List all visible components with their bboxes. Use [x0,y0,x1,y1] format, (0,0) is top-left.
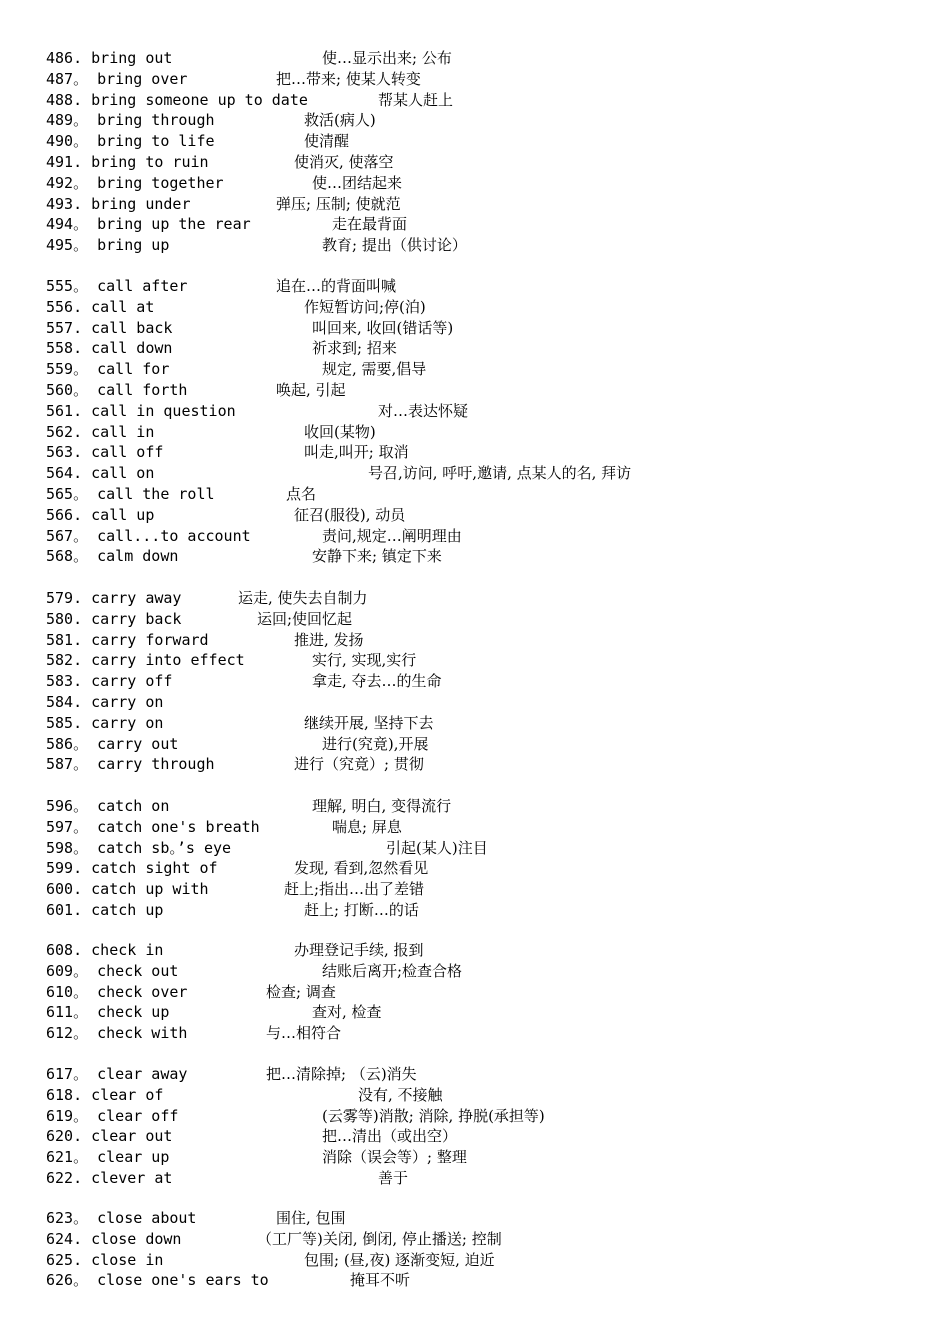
phrase-term: 580. carry back [46,609,182,628]
phrase-meaning: 进行（究竟）; 贯彻 [294,755,424,774]
entry-row [46,858,926,878]
entry-row [46,900,926,920]
phrase-term: 564. call on [46,464,155,483]
entry-row [46,940,926,960]
phrase-meaning: 帮某人赶上 [378,90,454,109]
phrase-meaning: 使消灭, 使落空 [294,153,394,171]
entry-row [46,1270,926,1290]
phrase-meaning: 拿走, 夺去…的生命 [312,672,442,691]
phrase-meaning: 号召,访问, 呼吁,邀请, 点某人的名, 拜访 [368,464,632,483]
phrase-term: 566. call up [46,505,155,524]
phrase-meaning: 喘息; 屏息 [332,817,402,836]
phrase-term: 608. check in [46,941,164,959]
phrase-term: 617。 clear away [46,1065,188,1083]
phrase-term: 581. carry forward [46,630,209,649]
phrase-meaning: （工厂等)关闭, 倒闭, 停止播送; 控制 [257,1229,502,1248]
entry-row [46,297,926,317]
phrase-meaning: 收回(某物) [304,422,376,441]
phrase-term: 623。 close about [46,1209,197,1227]
entry-row [46,982,926,1002]
entry-row [46,526,926,546]
phrase-meaning: 征召(服役), 动员 [294,505,406,524]
entry-row [46,463,926,483]
phrase-term: 491. bring to ruin [46,153,209,171]
entry-row [46,546,926,566]
phrase-term: 596。 catch on [46,797,170,815]
phrase-meaning: 检查; 调查 [266,982,336,1001]
phrase-meaning: 教育; 提出（供讨论） [322,236,467,255]
phrase-meaning: 追在…的背面叫喊 [276,277,397,295]
phrase-term: 621。 clear up [46,1148,170,1167]
phrase-term: 579. carry away [46,589,182,607]
entry-row [46,754,926,774]
phrase-term: 584. carry on [46,693,164,711]
phrase-term: 583. carry off [46,672,173,691]
entry-row [46,630,926,650]
entry-row [46,505,926,525]
phrase-meaning: 进行(究竟),开展 [322,734,429,753]
phrase-term: 624. close down [46,1229,182,1248]
entry-row [46,338,926,358]
phrase-meaning: (云雾等)消散; 消除, 挣脱(承担等) [322,1106,545,1125]
entry-row [46,650,926,670]
entry-row [46,1023,926,1043]
phrase-term: 600. catch up with [46,880,209,899]
entry-row [46,173,926,193]
phrase-term: 560。 call forth [46,381,188,399]
phrase-term: 490。 bring to life [46,132,215,151]
phrase-term: 601. catch up [46,901,164,919]
phrase-meaning: 作短暂访问;停(泊) [304,297,426,316]
entry-row [46,90,926,110]
phrase-term: 493. bring under [46,194,191,213]
phrase-meaning: 理解, 明白, 变得流行 [312,797,452,815]
phrase-term: 612。 check with [46,1024,188,1043]
entry-row [46,380,926,400]
phrase-term: 568。 calm down [46,547,179,566]
phrase-meaning: 责问,规定…阐明理由 [322,526,462,545]
phrase-meaning: 使…显示出来; 公布 [322,49,452,67]
phrase-term: 585. carry on [46,713,164,732]
phrase-meaning: 引起(某人)注目 [386,838,488,857]
phrase-term: 487。 bring over [46,69,188,88]
phrase-meaning: 没有, 不接触 [358,1085,443,1104]
phrase-meaning: 救活(病人) [304,111,376,130]
entry-row [46,276,926,296]
phrase-meaning: 继续开展, 坚持下去 [304,713,434,732]
phrase-meaning: 围住, 包围 [276,1209,346,1227]
phrase-meaning: 把…清除掉; （云)消失 [266,1065,417,1083]
entry-row [46,194,926,214]
phrase-term: 599. catch sight of [46,859,218,878]
phrase-meaning: 走在最背面 [332,215,408,234]
entry-row [46,48,926,68]
phrase-term: 556. call at [46,297,155,316]
phrase-term: 561. call in question [46,401,236,420]
entry-row [46,359,926,379]
entry-row [46,671,926,691]
phrase-meaning: 规定, 需要,倡导 [322,360,427,379]
phrase-meaning: 赶上;指出…出了差错 [284,880,425,899]
phrase-meaning: 包围; (昼,夜) 逐渐变短, 迫近 [304,1250,495,1269]
entry-row [46,961,926,981]
phrase-meaning: 运回;使回忆起 [257,609,353,628]
phrase-meaning: 消除（误会等）; 整理 [322,1148,467,1167]
phrase-meaning: 安静下来; 镇定下来 [312,547,442,566]
entry-row [46,1168,926,1188]
entry-row [46,796,926,816]
phrase-term: 620. clear out [46,1127,173,1146]
phrase-meaning: 善于 [378,1169,409,1187]
entry-row [46,1208,926,1228]
phrase-term: 582. carry into effect [46,651,245,670]
phrase-meaning: 与…相符合 [266,1024,342,1043]
phrase-term: 618. clear of [46,1085,164,1104]
phrase-term: 609。 check out [46,961,179,980]
phrase-term: 555。 call after [46,277,188,295]
phrase-meaning: 使…团结起来 [312,173,403,192]
entry-row [46,692,926,712]
phrase-term: 565。 call the roll [46,485,215,503]
entry-row [46,734,926,754]
entry-row [46,609,926,629]
phrase-term: 495。 bring up [46,236,170,255]
entry-row [46,442,926,462]
entry-row [46,588,926,608]
phrase-meaning: 祈求到; 招来 [312,339,397,358]
entry-row [46,1147,926,1167]
entry-row [46,1126,926,1146]
phrase-term: 625. close in [46,1250,164,1269]
entry-row [46,318,926,338]
phrase-term: 559。 call for [46,360,170,379]
phrase-meaning: 查对, 检查 [312,1003,382,1022]
phrase-meaning: 唤起, 引起 [276,381,346,399]
entry-row [46,69,926,89]
phrase-meaning: 推进, 发扬 [294,630,364,649]
entry-row [46,1229,926,1249]
phrase-meaning: 弹压; 压制; 使就范 [276,194,401,213]
phrase-term: 488. bring someone up to date [46,90,308,109]
phrase-term: 494。 bring up the rear [46,215,251,234]
phrase-term: 597。 catch one's breath [46,817,260,836]
entry-row [46,484,926,504]
entry-row [46,1002,926,1022]
phrase-meaning: 把…清出（或出空） [322,1127,458,1146]
phrase-meaning: 把…带来; 使某人转变 [276,69,421,88]
entry-row [46,817,926,837]
entry-row [46,214,926,234]
phrase-meaning: 掩耳不听 [350,1271,411,1290]
entry-row [46,422,926,442]
entry-row [46,152,926,172]
entry-row [46,838,926,858]
phrase-term: 587。 carry through [46,755,215,774]
phrase-term: 619。 clear off [46,1106,179,1125]
phrase-term: 567。 call...to account [46,526,251,545]
phrase-term: 562. call in [46,422,155,441]
phrase-meaning: 实行, 实现,实行 [312,651,417,670]
phrase-term: 486. bring out [46,49,173,67]
phrase-meaning: 运走, 使失去自制力 [238,589,368,607]
phrase-meaning: 发现, 看到,忽然看见 [294,859,429,878]
phrase-meaning: 点名 [286,485,317,503]
entry-row [46,1106,926,1126]
phrase-term: 558. call down [46,339,173,358]
entry-row [46,879,926,899]
phrase-term: 492。 bring together [46,173,224,192]
phrase-meaning: 叫回来, 收回(错话等) [312,318,454,337]
phrase-term: 563. call off [46,443,164,462]
phrase-term: 611。 check up [46,1003,170,1022]
phrase-meaning: 叫走,叫开; 取消 [304,443,409,462]
entry-row [46,401,926,421]
phrase-term: 598。 catch sb。’s eye [46,838,232,857]
entry-row [46,131,926,151]
phrase-term: 489。 bring through [46,111,215,130]
entry-row [46,713,926,733]
entry-row [46,110,926,130]
phrase-meaning: 对…表达怀疑 [378,401,469,420]
entry-row [46,1064,926,1084]
phrase-term: 610。 check over [46,982,188,1001]
phrase-term: 626。 close one's ears to [46,1271,269,1290]
phrase-meaning: 结账后离开;检查合格 [322,961,463,980]
phrase-term: 557. call back [46,318,173,337]
phrase-term: 586。 carry out [46,734,179,753]
phrase-term: 622. clever at [46,1169,173,1187]
entry-row [46,1085,926,1105]
entry-row [46,1250,926,1270]
phrase-meaning: 赶上; 打断…的话 [304,901,419,919]
phrase-meaning: 使清醒 [304,132,350,151]
phrase-meaning: 办理登记手续, 报到 [294,941,424,959]
entry-row [46,235,926,255]
